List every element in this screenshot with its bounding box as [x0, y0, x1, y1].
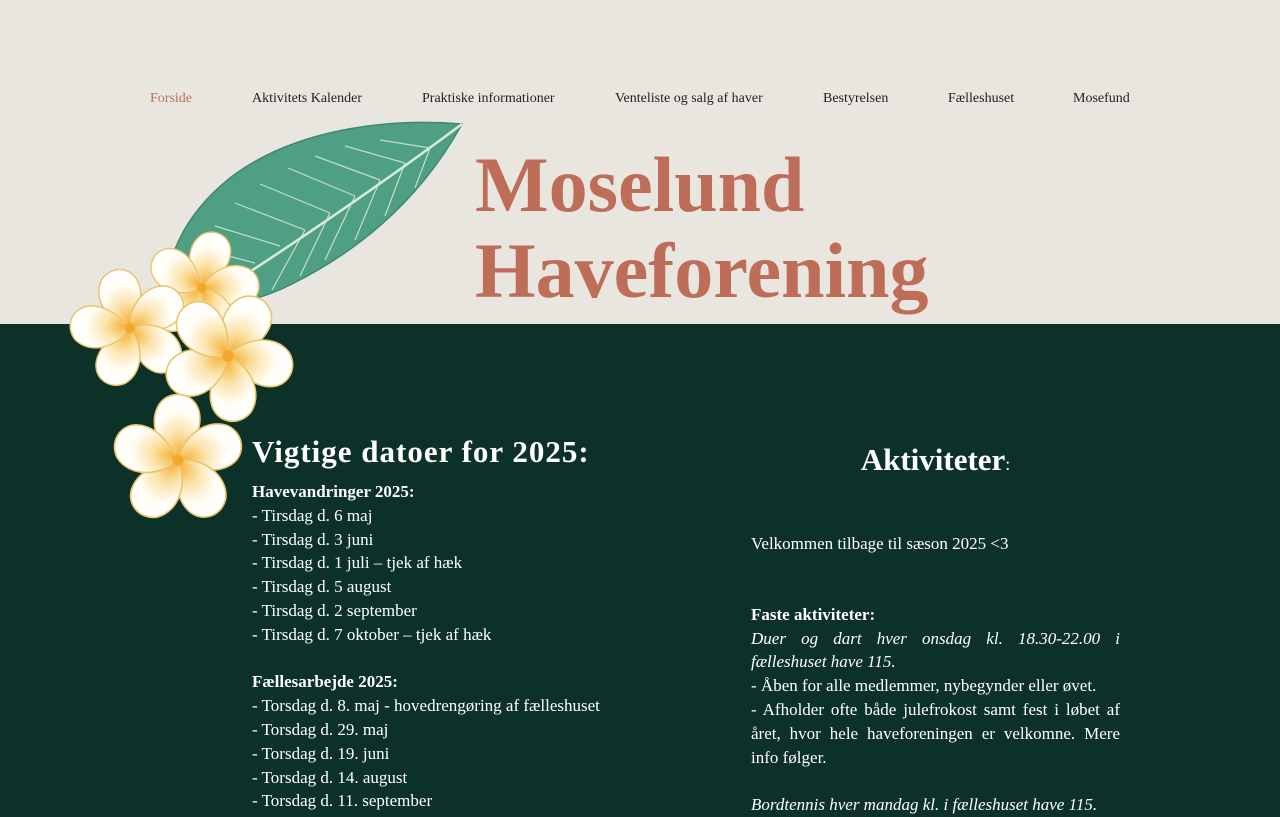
activities-heading [751, 438, 1120, 486]
list-item: - Tirsdag d. 2 september [252, 600, 417, 620]
activities-title-colon: : [1005, 454, 1011, 474]
activities-title: Aktiviteter [860, 442, 1006, 477]
important-dates-heading: Vigtige datoer for 2025: [252, 434, 590, 469]
list-item: - Tirsdag d. 5 august [252, 577, 392, 597]
faellesarbejde-heading: Fællesarbejde 2025: [252, 672, 398, 692]
list-item: - Torsdag d. 14. august [252, 767, 408, 787]
duer-dart-detail-2: - Afholder ofte både julefrokost samt fest i løbet af året, hvor hele haveforeningen er velkomne. Mere info følger. [751, 699, 1120, 767]
main-navigation [0, 91, 1280, 111]
nav-item-faelleshuset[interactable]: Fælleshuset [948, 91, 1015, 106]
nav-item-mosefund[interactable]: Mosefund [1073, 91, 1130, 106]
fixed-activities-heading: Faste aktiviteter: [751, 604, 876, 624]
duer-dart-detail-1: - Åben for alle medlemmer, nybegynder eller øvet. [751, 676, 1097, 696]
nav-item-aktivitets-kalender[interactable]: Aktivitets Kalender [252, 91, 363, 106]
nav-item-forside[interactable]: Forside [150, 91, 192, 106]
list-item: - Torsdag d. 11. september [252, 791, 433, 811]
site-title-line-1: Moselund [475, 141, 805, 228]
list-item: - Torsdag d. 29. maj [252, 719, 389, 739]
nav-item-bestyrelsen[interactable]: Bestyrelsen [823, 91, 889, 106]
nav-item-venteliste[interactable]: Venteliste og salg af haver [615, 91, 763, 106]
nav-item-praktiske-informationer[interactable]: Praktiske informationer [422, 91, 555, 106]
duer-dart-text: Duer og dart hver onsdag kl. 18.30-22.00 i fælleshuset have 115. [751, 628, 1120, 672]
bordtennis-text: Bordtennis hver mandag kl. i fælleshuset have 115. [751, 795, 1098, 815]
site-title [475, 142, 929, 314]
activities-section [751, 438, 1120, 817]
list-item: - Tirsdag d. 6 maj [252, 505, 373, 525]
important-dates-section [252, 430, 672, 813]
site-title-line-2: Haveforening [475, 227, 929, 314]
list-item: - Torsdag d. 19. juni [252, 743, 390, 763]
welcome-text: Velkommen tilbage til sæson 2025 <3 [751, 534, 1009, 553]
list-item: - Tirsdag d. 7 oktober – tjek af hæk [252, 624, 492, 644]
list-item: - Tirsdag d. 3 juni [252, 529, 374, 549]
list-item: - Torsdag d. 8. maj - hovedrengøring af fælleshuset [252, 696, 600, 716]
list-item: - Tirsdag d. 1 juli – tjek af hæk [252, 553, 463, 573]
havevandringer-heading: Havevandringer 2025: [252, 482, 415, 501]
